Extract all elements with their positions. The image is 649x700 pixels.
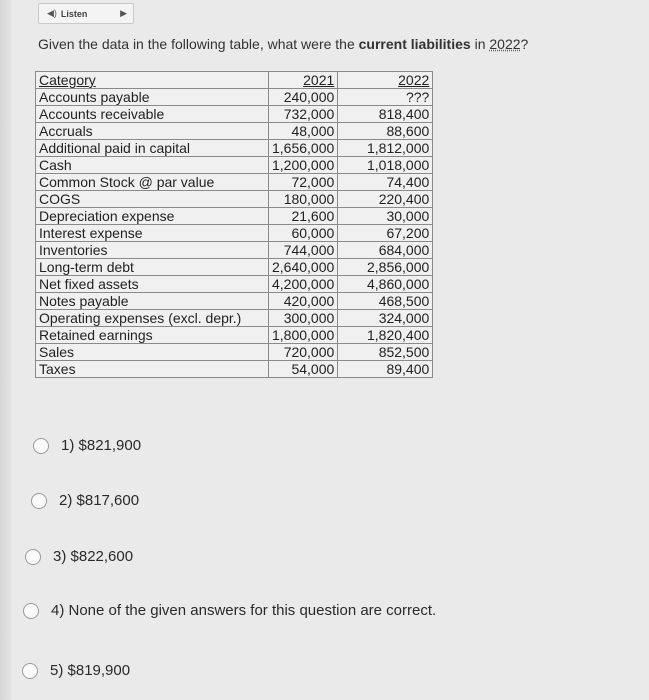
row-value-2021: 420,000 <box>269 293 338 310</box>
header-category: Category <box>36 72 269 89</box>
answer-option-label: 1) $821,900 <box>61 437 142 454</box>
table-row <box>36 225 433 242</box>
row-value-2022: 1,820,400 <box>338 327 433 344</box>
row-value-2021: 4,200,000 <box>269 276 338 293</box>
row-category: Notes payable <box>36 293 269 310</box>
table-row <box>36 259 433 276</box>
table-row <box>36 191 433 208</box>
table-row <box>36 157 433 174</box>
header-year-2021: 2021 <box>269 72 338 89</box>
data-table <box>35 71 433 378</box>
row-value-2022: 88,600 <box>338 123 433 140</box>
answer-option-4[interactable] <box>23 602 436 619</box>
row-category: Operating expenses (excl. depr.) <box>36 310 269 327</box>
row-value-2022: 30,000 <box>338 208 433 225</box>
row-value-2021: 21,600 <box>269 208 338 225</box>
row-value-2022: 1,812,000 <box>338 140 433 157</box>
row-category: Accounts payable <box>36 89 269 106</box>
row-category: Accounts receivable <box>36 106 269 123</box>
row-category: Accruals <box>36 123 269 140</box>
table-header-row <box>36 72 433 89</box>
table-row <box>36 327 433 344</box>
row-value-2022: 67,200 <box>338 225 433 242</box>
row-value-2022: 1,018,000 <box>338 157 433 174</box>
row-value-2021: 1,656,000 <box>269 140 338 157</box>
row-value-2021: 48,000 <box>269 123 338 140</box>
row-value-2022: 89,400 <box>338 361 433 378</box>
row-value-2021: 60,000 <box>269 225 338 242</box>
row-category: Cash <box>36 157 269 174</box>
table-row <box>36 293 433 310</box>
row-category: Interest expense <box>36 225 269 242</box>
row-category: Additional paid in capital <box>36 140 269 157</box>
row-category: Inventories <box>36 242 269 259</box>
table-row <box>36 174 433 191</box>
table-row <box>36 276 433 293</box>
row-value-2021: 732,000 <box>269 106 338 123</box>
header-year-2022: 2022 <box>338 72 433 89</box>
answer-option-label: 5) $819,900 <box>50 662 131 679</box>
row-value-2021: 54,000 <box>269 361 338 378</box>
table-row <box>36 242 433 259</box>
table-row <box>36 361 433 378</box>
row-value-2021: 240,000 <box>269 89 338 106</box>
row-value-2022: 4,860,000 <box>338 276 433 293</box>
row-category: Long-term debt <box>36 259 269 276</box>
radio-button[interactable] <box>22 663 38 679</box>
table-row <box>36 123 433 140</box>
play-icon[interactable]: ▶ <box>120 8 127 18</box>
row-value-2022: 468,500 <box>338 293 433 310</box>
row-category: Depreciation expense <box>36 208 269 225</box>
table-row <box>36 208 433 225</box>
answer-option-3[interactable] <box>25 548 133 565</box>
row-category: Taxes <box>36 361 269 378</box>
row-value-2021: 300,000 <box>269 310 338 327</box>
row-value-2022: 684,000 <box>338 242 433 259</box>
answer-option-label: 4) None of the given answers for this question are correct. <box>51 602 437 619</box>
row-value-2022: 852,500 <box>338 344 433 361</box>
row-value-2022: 818,400 <box>338 106 433 123</box>
table-row <box>36 310 433 327</box>
row-category: Retained earnings <box>36 327 269 344</box>
row-value-2021: 180,000 <box>269 191 338 208</box>
question-text: Given the data in the following table, what were the current liabilities in 2022? <box>38 36 529 52</box>
row-category: Net fixed assets <box>36 276 269 293</box>
table-row <box>36 89 433 106</box>
row-value-2022: 220,400 <box>338 191 433 208</box>
radio-button[interactable] <box>31 493 47 509</box>
answer-option-label: 3) $822,600 <box>53 548 134 565</box>
speaker-icon: ◀) <box>47 8 57 18</box>
row-value-2021: 1,200,000 <box>269 157 338 174</box>
row-value-2022: ??? <box>338 89 433 106</box>
row-value-2021: 72,000 <box>269 174 338 191</box>
row-value-2022: 74,400 <box>338 174 433 191</box>
listen-button[interactable] <box>38 3 134 24</box>
left-scroll-edge <box>0 0 12 700</box>
row-value-2021: 1,800,000 <box>269 327 338 344</box>
table-row <box>36 344 433 361</box>
row-category: Sales <box>36 344 269 361</box>
row-value-2021: 744,000 <box>269 242 338 259</box>
row-value-2021: 2,640,000 <box>269 259 338 276</box>
row-category: Common Stock @ par value <box>36 174 269 191</box>
listen-label: Listen <box>60 8 88 19</box>
radio-button[interactable] <box>23 603 39 619</box>
answer-option-5[interactable] <box>22 662 130 679</box>
table-row <box>36 106 433 123</box>
row-value-2021: 720,000 <box>269 344 338 361</box>
answer-option-1[interactable] <box>33 437 141 454</box>
row-value-2022: 324,000 <box>338 310 433 327</box>
radio-button[interactable] <box>33 438 49 454</box>
row-value-2022: 2,856,000 <box>338 259 433 276</box>
table-row <box>36 140 433 157</box>
answer-option-label: 2) $817,600 <box>59 492 140 509</box>
radio-button[interactable] <box>25 549 41 565</box>
row-category: COGS <box>36 191 269 208</box>
answer-option-2[interactable] <box>31 492 139 509</box>
